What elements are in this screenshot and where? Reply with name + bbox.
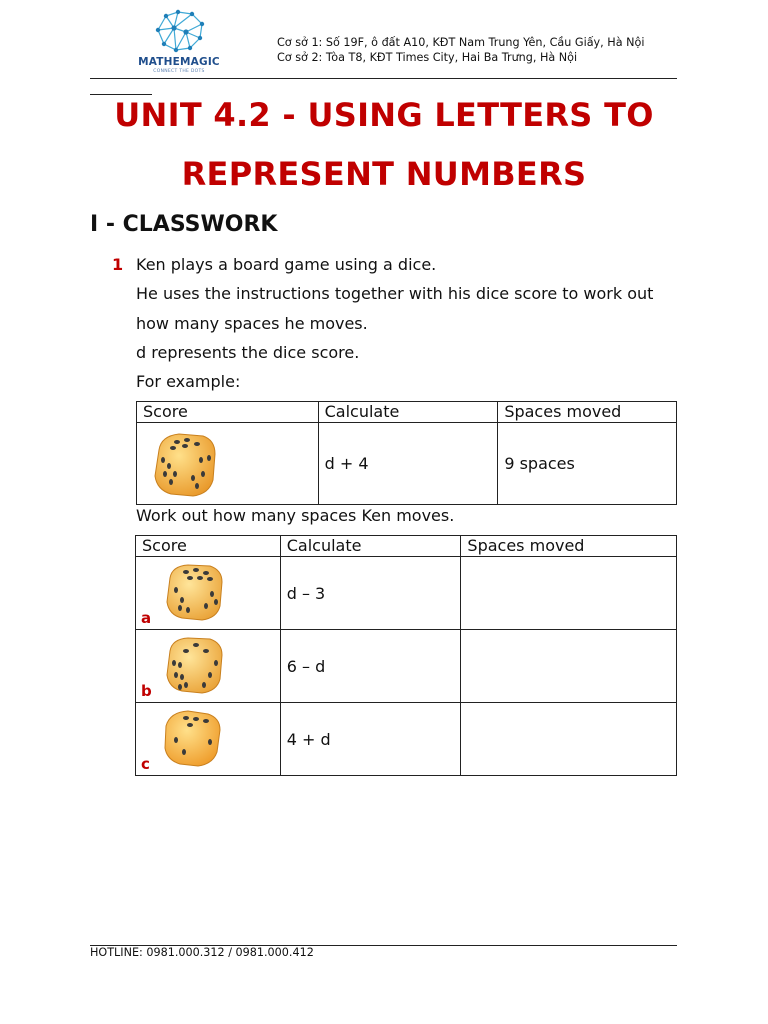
section-heading: I - CLASSWORK	[90, 212, 278, 237]
instruction-text: Work out how many spaces Ken moves.	[136, 506, 455, 525]
answer-cell-b[interactable]	[461, 630, 677, 703]
answer-cell-a[interactable]	[461, 557, 677, 630]
score-cell	[137, 423, 319, 505]
address-block	[277, 35, 644, 65]
header-score: Score	[136, 536, 281, 557]
question-line-5: For example:	[136, 372, 241, 391]
header-divider	[90, 78, 677, 79]
question-line-4: d represents the dice score.	[136, 343, 360, 362]
logo-text: MATHEMAGIC	[138, 56, 220, 68]
score-cell-c	[136, 703, 281, 776]
question-number: 1	[112, 255, 124, 274]
calculate-cell-b: 6 – d	[280, 630, 461, 703]
work-table	[135, 535, 677, 776]
header-short-divider	[90, 94, 152, 95]
row-label-b: b	[141, 682, 152, 700]
calculate-cell: d + 4	[318, 423, 498, 505]
header-spaces-moved: Spaces moved	[498, 402, 677, 423]
address-line-2: Cơ sở 2: Tòa T8, KĐT Times City, Hai Ba Trưng, Hà Nội	[277, 51, 578, 64]
header-calculate: Calculate	[280, 536, 461, 557]
brain-network-icon	[150, 8, 208, 54]
header-spaces-moved: Spaces moved	[461, 536, 677, 557]
spaces-cell: 9 spaces	[498, 423, 677, 505]
mathemagic-logo	[136, 8, 222, 78]
row-label-c: c	[141, 755, 150, 773]
row-label-a: a	[141, 609, 152, 627]
answer-cell-c[interactable]	[461, 703, 677, 776]
example-table	[136, 401, 677, 505]
dice-icon	[160, 706, 224, 770]
dice-icon	[162, 633, 226, 697]
dice-five-icon	[149, 428, 221, 500]
header-calculate: Calculate	[318, 402, 498, 423]
page-title-line-1: UNIT 4.2 - USING LETTERS TO	[114, 96, 654, 134]
dice-icon	[162, 560, 226, 624]
header-score: Score	[137, 402, 319, 423]
question-line-3: how many spaces he moves.	[136, 314, 368, 333]
page-title-line-2: REPRESENT NUMBERS	[181, 155, 587, 193]
question-line-1: Ken plays a board game using a dice.	[136, 255, 437, 274]
calculate-cell-c: 4 + d	[280, 703, 461, 776]
question-line-2: He uses the instructions together with his dice score to work out	[136, 284, 654, 303]
calculate-cell-a: d – 3	[280, 557, 461, 630]
score-cell-a	[136, 557, 281, 630]
address-line-1: Cơ sở 1: Số 19F, ô đất A10, KĐT Nam Trung Yên, Cầu Giấy, Hà Nội	[277, 36, 645, 49]
score-cell-b	[136, 630, 281, 703]
hotline-text: HOTLINE: 0981.000.312 / 0981.000.412	[90, 946, 314, 959]
logo-tagline: CONNECT THE DOTS	[153, 69, 205, 74]
